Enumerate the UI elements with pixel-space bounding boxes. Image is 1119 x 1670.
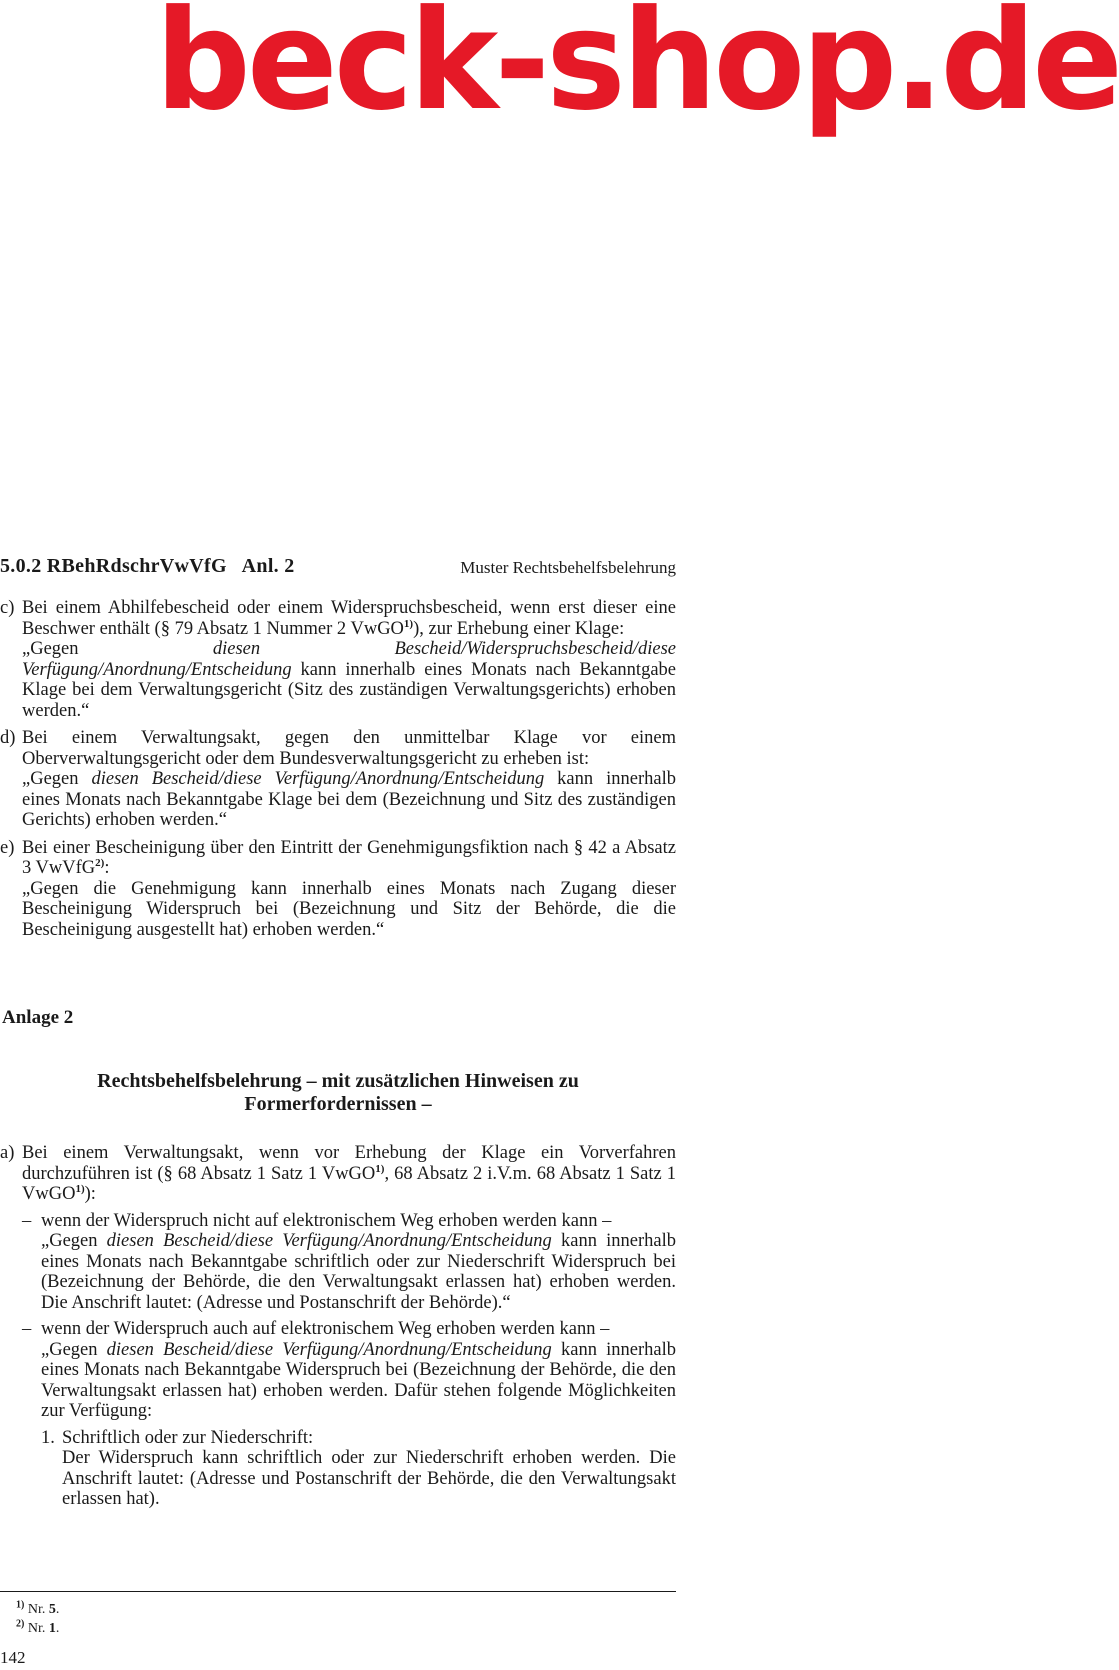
dash-mark: – [22, 1210, 32, 1231]
dash-item-2 [0, 1319, 676, 1422]
item-d-quote: „Gegen diesen Bescheid/diese Verfügung/Anordnung/Entscheidung kann innerhalb eines Monats nach Bekanntgabe Klage bei dem (Bezeichnung und Sitz des zuständigen Gerichts) erhoben werden.“ [22, 769, 676, 830]
dash-item-1-head: wenn der Widerspruch nicht auf elektronischem Weg erhoben werden kann – [41, 1210, 612, 1231]
dash-item-2-quote: „Gegen diesen Bescheid/diese Verfügung/Anordnung/Entscheidung kann innerhalb eines Monats nach Bekanntgabe Widerspruch bei (Bezeichnung der Behörde, die den Verwaltungsakt erlassen hat) erhoben werden. Dafür stehen folgende Möglichkeiten zur Verfügung: [41, 1339, 676, 1421]
item-e-quote: „Gegen die Genehmigung kann innerhalb eines Monats nach Zugang dieser Bescheinigung Widerspruch bei (Bezeichnung und Sitz der Behörde, die die Bescheinigung ausgestellt hat) erhoben werden.“ [22, 878, 676, 940]
items-top [0, 598, 676, 940]
beck-shop-logo[interactable]: beck-shop.de [155, 0, 1119, 141]
item-c-quote: „Gegen diesen Bescheid/Widerspruchsbescheid/diese Verfügung/Anordnung/Entscheidung kann innerhalb eines Monats nach Bekanntgabe Klage bei dem Verwaltungsgericht (Sitz des zuständigen Verwaltungsgerichts) erhoben werden.“ [22, 639, 676, 721]
footnotes [16, 1600, 59, 1638]
item-label: c) [0, 598, 15, 618]
item-label: a) [0, 1143, 15, 1163]
footnote-ref: 1) [375, 1162, 385, 1175]
section-title [0, 1070, 676, 1116]
dash-item-1-quote: „Gegen diesen Bescheid/diese Verfügung/Anordnung/Entscheidung kann innerhalb eines Monats nach Bekanntgabe schriftlich oder zur Niederschrift Widerspruch bei (Bezeichnung der Behörde, die den Verwaltungsakt erlassen hat) erhoben werden. Die Anschrift lautet: (Adresse und Postanschrift der Behörde).“ [41, 1231, 676, 1313]
running-header-left: 5.0.2 RBehRdschrVwVfG Anl. 2 [0, 555, 295, 577]
running-header-right: Muster Rechtsbehelfsbelehrung [460, 558, 676, 577]
item-c [0, 598, 676, 721]
section-title-line2: Formerfordernissen – [244, 1093, 432, 1115]
dash-mark: – [22, 1319, 32, 1339]
numbered-item-1 [0, 1428, 676, 1510]
dash-item-1 [0, 1211, 676, 1314]
page-number: 142 [0, 1648, 26, 1667]
footnote-1: $^{1)}$ Nr. 5. [16, 1599, 60, 1617]
numbered-item-1-head: Schriftlich oder zur Niederschrift: [62, 1427, 314, 1448]
number-mark: 1. [41, 1427, 55, 1448]
item-e [0, 838, 676, 941]
footnote-ref-link[interactable]: 1 [48, 1621, 56, 1636]
section-title-line1: Rechtsbehelfsbelehrung – mit zusätzlichen Hinweisen zu [97, 1070, 579, 1092]
footnote-ref: 1) [403, 617, 414, 630]
anlage-title: Anlage 2 [2, 1007, 74, 1028]
item-a-block [0, 1143, 676, 1510]
item-label: d) [0, 728, 16, 748]
footnote-ref-link[interactable]: 5 [48, 1602, 56, 1617]
numbered-item-1-body: Der Widerspruch kann schriftlich oder zur Niederschrift erhoben werden. Die Anschrift lautet: (Adresse und Postanschrift der Behörde, die den Verwaltungsakt erlassen hat). [62, 1448, 676, 1509]
running-header [0, 556, 676, 582]
item-label: e) [0, 837, 15, 858]
item-c-intro: Bei einem Abhilfebescheid oder einem Widerspruchsbescheid, wenn erst dieser eine Beschwer enthält (§ 79 Absatz 1 Nummer 2 VwGO$^{1)}$), zur Erhebung einer Klage: [22, 598, 676, 639]
item-a-intro: Bei einem Verwaltungsakt, wenn vor Erhebung der Klage ein Vorverfahren durchzuführen ist (§ 68 Absatz 1 Satz 1 VwGO$^{1)}$, 68 Absatz 2 i.V.m. 68 Absatz 1 Satz 1 VwGO$^{1)}$): [22, 1143, 676, 1204]
footnote-ref: 1) [75, 1182, 85, 1195]
dash-item-2-head: wenn der Widerspruch auch auf elektronischem Weg erhoben werden kann – [41, 1319, 610, 1339]
item-e-intro: Bei einer Bescheinigung über den Eintritt der Genehmigungsfiktion nach § 42 a Absatz 3 VwVfG$^{2)}$: [22, 837, 676, 878]
footnote-ref: 2) [95, 856, 105, 869]
item-d [0, 728, 676, 831]
footnote-divider [0, 1591, 676, 1592]
item-d-intro: Bei einem Verwaltungsakt, gegen den unmittelbar Klage vor einem Oberverwaltungsgericht oder dem Bundesverwaltungsgericht zu erheben ist: [22, 728, 676, 769]
footnote-2: $^{2)}$ Nr. 1. [16, 1618, 60, 1636]
item-a [0, 1143, 676, 1205]
